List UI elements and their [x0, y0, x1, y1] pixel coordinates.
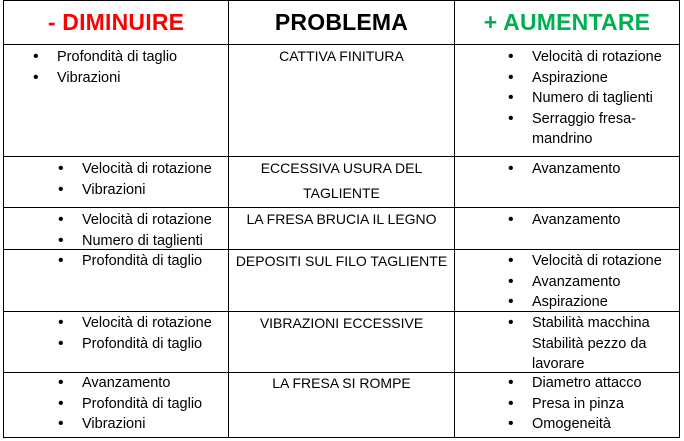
row-4-increase	[508, 251, 678, 313]
list-item: • Avanzamento	[508, 272, 678, 293]
list-item: • Avanzamento	[508, 210, 678, 231]
list-item: • Velocità di rotazione	[58, 210, 228, 231]
list-item: • Velocità di rotazione	[58, 313, 228, 334]
list-item: • Aspirazione	[508, 292, 678, 313]
problem-line-2: TAGLIENTE	[303, 185, 380, 201]
header-problem: PROBLEMA	[274, 8, 409, 35]
row-1-decrease	[33, 47, 223, 88]
list-item: • Profondità di taglio	[58, 251, 228, 272]
list-item-continuation: mandrino	[532, 131, 593, 147]
row-2-decrease	[58, 159, 228, 200]
row-1-problem: CATTIVA FINITURA	[279, 48, 404, 64]
list-item-continuation: lavorare	[532, 356, 585, 372]
list-item: • Profondità di taglio	[58, 394, 228, 415]
row-4-problem: DEPOSITI SUL FILO TAGLIENTE	[235, 253, 448, 269]
troubleshooting-table	[3, 0, 680, 438]
row-5-problem: VIBRAZIONI ECCESSIVE	[259, 315, 424, 331]
list-item: • Aspirazione	[508, 68, 678, 89]
row-1-increase	[508, 47, 678, 150]
list-item: • Serraggio fresa-	[508, 109, 678, 130]
row-3-problem: LA FRESA BRUCIA IL LEGNO	[246, 211, 437, 227]
list-item: • Avanzamento	[508, 159, 678, 180]
list-item: • Stabilità macchina	[508, 313, 678, 334]
list-item: • Omogeneità	[508, 414, 678, 435]
list-item: • Vibrazioni	[33, 68, 223, 89]
list-item: • Velocità di rotazione	[508, 251, 678, 272]
row-6-increase	[508, 373, 678, 435]
row-6-decrease	[58, 373, 228, 435]
list-item: • Velocità di rotazione	[508, 47, 678, 68]
row-6-problem: LA FRESA SI ROMPE	[272, 375, 411, 391]
list-item: • Numero di taglienti	[58, 231, 228, 252]
list-item: • Avanzamento	[58, 373, 228, 394]
row-2-problem	[229, 156, 454, 206]
list-item: • Profondità di taglio	[33, 47, 223, 68]
list-item: • Numero di taglienti	[508, 88, 678, 109]
list-item: • Vibrazioni	[58, 414, 228, 435]
row-3-decrease	[58, 210, 228, 251]
list-item: • Vibrazioni	[58, 180, 228, 201]
row-3-increase	[508, 210, 678, 231]
row-2-increase	[508, 159, 678, 180]
list-item: • Presa in pinza	[508, 394, 678, 415]
header-increase: + AUMENTARE	[483, 8, 651, 35]
list-item: • Velocità di rotazione	[58, 159, 228, 180]
list-item: • Profondità di taglio	[58, 334, 228, 355]
problem-line-1: ECCESSIVA USURA DEL	[260, 160, 423, 176]
row-5-decrease	[58, 313, 228, 354]
list-item: • Diametro attacco	[508, 373, 678, 394]
row-5-increase	[508, 313, 678, 375]
row-4-decrease	[58, 251, 228, 272]
header-decrease: - DIMINUIRE	[47, 8, 185, 35]
table-border-bottom	[3, 437, 680, 438]
list-item: Stabilità pezzo da	[532, 335, 647, 352]
